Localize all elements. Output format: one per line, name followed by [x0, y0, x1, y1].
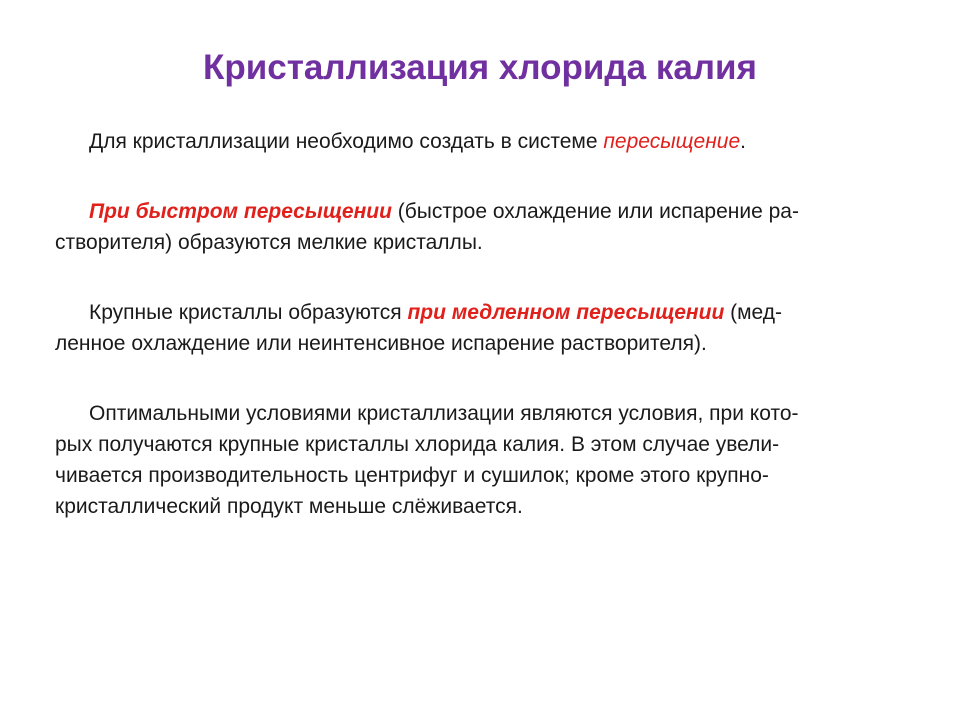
paragraph-line — [55, 227, 915, 258]
paragraph-1 — [55, 126, 915, 157]
paragraph-line — [55, 297, 915, 328]
paragraph-3 — [55, 297, 915, 359]
slide-title: Кристаллизация хлорида калия — [203, 48, 757, 87]
paragraph-line — [55, 328, 915, 359]
paragraph-line — [55, 491, 915, 522]
text-run: рых получаются крупные кристаллы хлорида калия. В этом случае увели- — [55, 433, 780, 456]
highlighted-term: при медленном пересыщении — [407, 301, 725, 324]
text-run: створителя) образуются мелкие кристаллы. — [55, 231, 483, 254]
paragraph-4 — [55, 398, 915, 522]
text-run: ленное охлаждение или неинтенсивное испарение растворителя). — [55, 332, 707, 355]
paragraph-line — [55, 398, 915, 429]
paragraph-line — [55, 196, 915, 227]
paragraph-line — [55, 429, 915, 460]
text-run: Оптимальными условиями кристаллизации являются условия, при кото- — [89, 402, 799, 425]
text-run: Крупные кристаллы образуются — [89, 301, 408, 324]
text-run: Для кристаллизации необходимо создать в системе — [89, 130, 604, 153]
text-run: кристаллический продукт меньше слёживается. — [55, 495, 523, 518]
slide-body — [55, 126, 915, 561]
text-run: (быстрое охлаждение или испарение ра- — [391, 200, 799, 223]
paragraph-line — [55, 126, 915, 157]
paragraph-line — [55, 460, 915, 491]
highlighted-term: При быстром пересыщении — [89, 200, 392, 223]
paragraph-2 — [55, 196, 915, 258]
highlighted-term: пересыщение — [603, 130, 741, 153]
text-run: чивается производительность центрифуг и сушилок; кроме этого крупно- — [55, 464, 769, 487]
text-run: . — [740, 130, 746, 153]
text-run: (мед- — [724, 301, 783, 324]
